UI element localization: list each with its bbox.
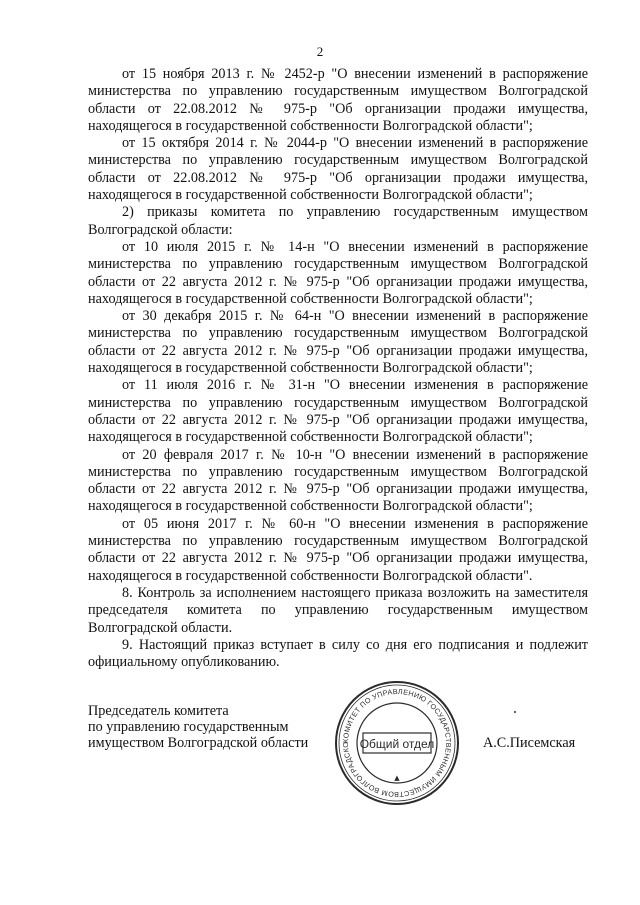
official-stamp: [332, 678, 462, 808]
signature-title-block: [88, 703, 308, 751]
signature-title-line-3: имуществом Волгоградской области: [88, 735, 309, 751]
paragraph-order-2014: от 15 октября 2014 г. № 2044-р "О внесении изменений в распоряжение министерства по управлению государственным имуществом Волгоградской области от 22.08.2012 № 975-р "Об организации продажи имущества, находящегося в государственной собственности Волгоградской области";: [88, 135, 588, 204]
paragraph-order-2015-december: от 30 декабря 2015 г. № 64-н "О внесении изменений в распоряжение министерства по управлению государственным имуществом Волгоградской области от 22 августа 2012 г. № 975-р "Об организации продажи имущества, находящегося в государственной собственности Волгоградской области";: [88, 308, 588, 377]
ink-dot: [514, 711, 516, 713]
paragraph-committee-orders-heading: 2) приказы комитета по управлению государственным имуществом Волгоградской области:: [88, 204, 588, 238]
page-number: 2: [316, 44, 324, 59]
paragraph-effective-clause: 9. Настоящий приказ вступает в силу со дня его подписания и подлежит официальному опубликованию.: [88, 636, 588, 671]
stamp-seal-icon: [332, 678, 462, 808]
paragraph-order-2017-february: от 20 февраля 2017 г. № 10-н "О внесении изменений в распоряжение министерства по управлению государственным имуществом Волгоградской области от 22 августа 2012 г. № 975-р "Об организации продажи имущества, находящегося в государственной собственности Волгоградской области";: [88, 446, 588, 515]
signature-title-line-1: Председатель комитета: [88, 703, 229, 719]
paragraph-order-2013: от 15 ноября 2013 г. № 2452-р "О внесении изменений в распоряжение министерства по управлению государственным имуществом Волгоградской области от 22.08.2012 № 975-р "Об организации продажи имущества, находящегося в государственной собственности Волгоградской области";: [88, 66, 588, 134]
paragraph-control-clause: 8. Контроль за исполнением настоящего приказа возложить на заместителя председателя комитета по управлению государственным имуществом Волгоградской области.: [88, 584, 588, 636]
signature-title-line-2: по управлению государственным: [88, 719, 289, 735]
signer-name: А.С.Писемская: [483, 735, 576, 751]
document-body: [88, 66, 588, 671]
stamp-center-text: Общий отдел: [359, 737, 435, 751]
stamp-ring-text: КОМИТЕТ ПО УПРАВЛЕНИЮ ГОСУДАРСТВЕННЫМ ИМУЩЕСТВОМ ВОЛГОГРАДСКО: [340, 686, 454, 800]
paragraph-order-2016-july: от 11 июля 2016 г. № 31-н "О внесении изменения в распоряжение министерства по управлению государственным имуществом Волгоградской области от 22 августа 2012 г. № 975-р "Об организации продажи имущества, находящегося в государственной собственности Волгоградской области";: [88, 377, 588, 446]
stamp-star-icon: ▲: [394, 774, 400, 782]
paragraph-order-2015-july: от 10 июля 2015 г. № 14-н "О внесении изменений в распоряжение министерства по управлению государственным имуществом Волгоградской области от 22 августа 2012 г. № 975-р "Об организации продажи имущества, находящегося в государственной собственности Волгоградской области";: [88, 238, 588, 307]
paragraph-order-2017-june: от 05 июня 2017 г. № 60-н "О внесении изменения в распоряжение министерства по управлению государственным имуществом Волгоградской области от 22 августа 2012 г. № 975-р "Об организации продажи имущества, находящегося в государственной собственности Волгоградской области".: [88, 515, 588, 584]
